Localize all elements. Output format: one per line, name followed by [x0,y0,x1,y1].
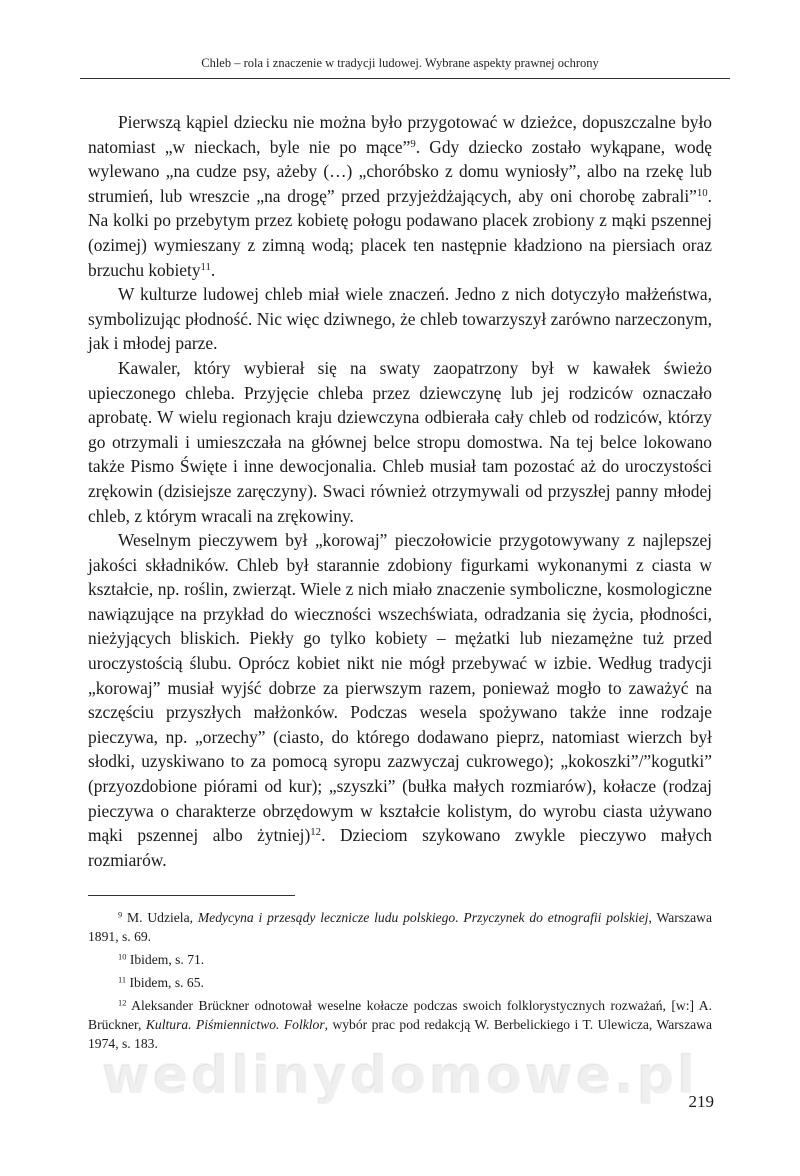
footnote-11 [88,973,712,992]
watermark: wedlinydomowe.pl [101,1046,699,1106]
paragraph-3: Kawaler, który wybierał się na swaty zaopatrzony był w kawałek świeżo upieczonego chleba. Przyjęcie chleba przez dziewczynę lub jej rodziców oznaczało aprobatę. W wielu regionach kraju dziewczyna odbierała cały chleb od rodziców, którzy go otrzymali i umieszczała na głównej belce stropu domostwa. Na tej belce lokowano także Pismo Święte i inne dewocjonalia. Chleb musiał tam pozostać aż do uroczystości zrękowin (dzisiejsze zaręczyny). Swaci również otrzymywali od przyszłej panny młodej chleb, z którym wracali na zrękowiny. [88,357,712,526]
footnote-title: Kultura. Piśmiennictwo. Folklor [145,1017,325,1032]
footnote-text: , wybór prac pod redakcją W. Berbelickiego i T. Ulewicza, Warszawa 1974, s. 183. [88,1017,712,1051]
footnote-number: 11 [118,974,127,985]
footnote-ref-9[interactable]: 9 [410,137,416,150]
footnote-ref-11[interactable]: 11 [200,260,211,273]
page-number: 219 [688,1092,714,1111]
footnote-rule [88,895,295,896]
running-header: Chleb – rola i znaczenie w tradycji ludowej. Wybrane aspekty prawnej ochrony [201,56,599,70]
footnote-12 [88,996,712,1053]
paragraph-4 [88,528,712,872]
footnote-10 [88,950,712,969]
footnote-title: Medycyna i przesądy lecznicze ludu polskiego. Przyczynek do etnografii polskiej [197,910,649,925]
footnote-number: 12 [118,997,127,1008]
footnote-text: M. Udziela, [127,910,198,925]
p1-text-b: . Gdy dziecko zostało wykąpane, wodę wylewano „na cudze psy, ażeby (…) „choróbsko z domu wyniosły”, albo na rzekę lub strumień, lub wreszcie „na drogę” przed przyjeżdżających, aby oni chorobę zabrali” [88,136,712,206]
footnote-9 [88,908,712,946]
footnote-text: , Warszawa 1891, s. 69. [88,910,713,944]
footnote-ref-10[interactable]: 10 [696,186,708,199]
footnote-number: 10 [118,951,127,962]
footnote-text: Ibidem, s. 65. [129,975,204,990]
footnote-number: 9 [118,909,123,920]
footnote-ref-12[interactable]: 12 [310,826,322,839]
header-rule [80,78,730,79]
main-text [88,110,712,872]
footnote-text: Ibidem, s. 71. [129,952,205,967]
footnote-text: Aleksander Brückner odnotował weselne kołacze podczas swoich folklorystycznych rozważań, [w:] A. Brückner, [88,998,712,1032]
p4-text-b: . Dzieciom szykowano zwykle pieczywo małych rozmiarów. [88,825,712,870]
footnotes [88,908,712,1057]
paragraph-2: W kulturze ludowej chleb miał wiele znaczeń. Jedno z nich dotyczyło małżeństwa, symbolizując płodność. Nic więc dziwnego, że chleb towarzyszył zarówno narzeczonym, jak i młodej parze. [88,284,712,354]
p1-text-a: Pierwszą kąpiel dziecku nie można było przygotować w dzieżce, dopuszczalne było natomiast „w nieckach, byle nie po mące” [88,112,712,157]
p1-text-d: . [210,259,216,280]
p4-text-a: Weselnym pieczywem był „korowaj” pieczołowicie przygotowywany z najlepszej jakości składników. Chleb był starannie zdobiony figurkami wykonanymi z ciasta w kształcie, np. roślin, zwierząt. Wiele z nich miało znaczenie symboliczne, kosmologiczne nawiązujące na przykład do wieczności wszechświata, odradzania się życia, płodności, nieżyjących bliskich. Piekły go tylko kobiety – mężatki lub niezamężne tuż przed uroczystością ślubu. Oprócz kobiet nikt nie mógł przebywać w izbie. Według tradycji „korowaj” musiał wyjść dobrze za pierwszym razem, ponieważ mogło to zaważyć na szczęściu przyszłych małżonków. Podczas wesela spożywano także inne rodzaje pieczywa, np. „orzechy” (ciasto, do którego dodawano pieprz, natomiast wierzch był słodki, uzyskiwano to za pomocą syropu zazwyczaj cukrowego); „kokoszki”/”kogutki” (przyozdobione piórami od kur); „szyszki” (bułka małych rozmiarów), kołacze (rodzaj pieczywa o charakterze obrzędowym w kształcie kolistym, do wyrobu ciasta używano mąki pszennej albo żytniej) [88,530,712,846]
paragraph-1 [88,110,712,282]
p1-text-c: . Na kolki po przebytym przez kobietę połogu podawano placek zrobiony z mąki pszennej (ozimej) wymieszany z zimną wodą; placek ten następnie kładziono na piersiach oraz brzuchu kobiety [88,185,712,280]
